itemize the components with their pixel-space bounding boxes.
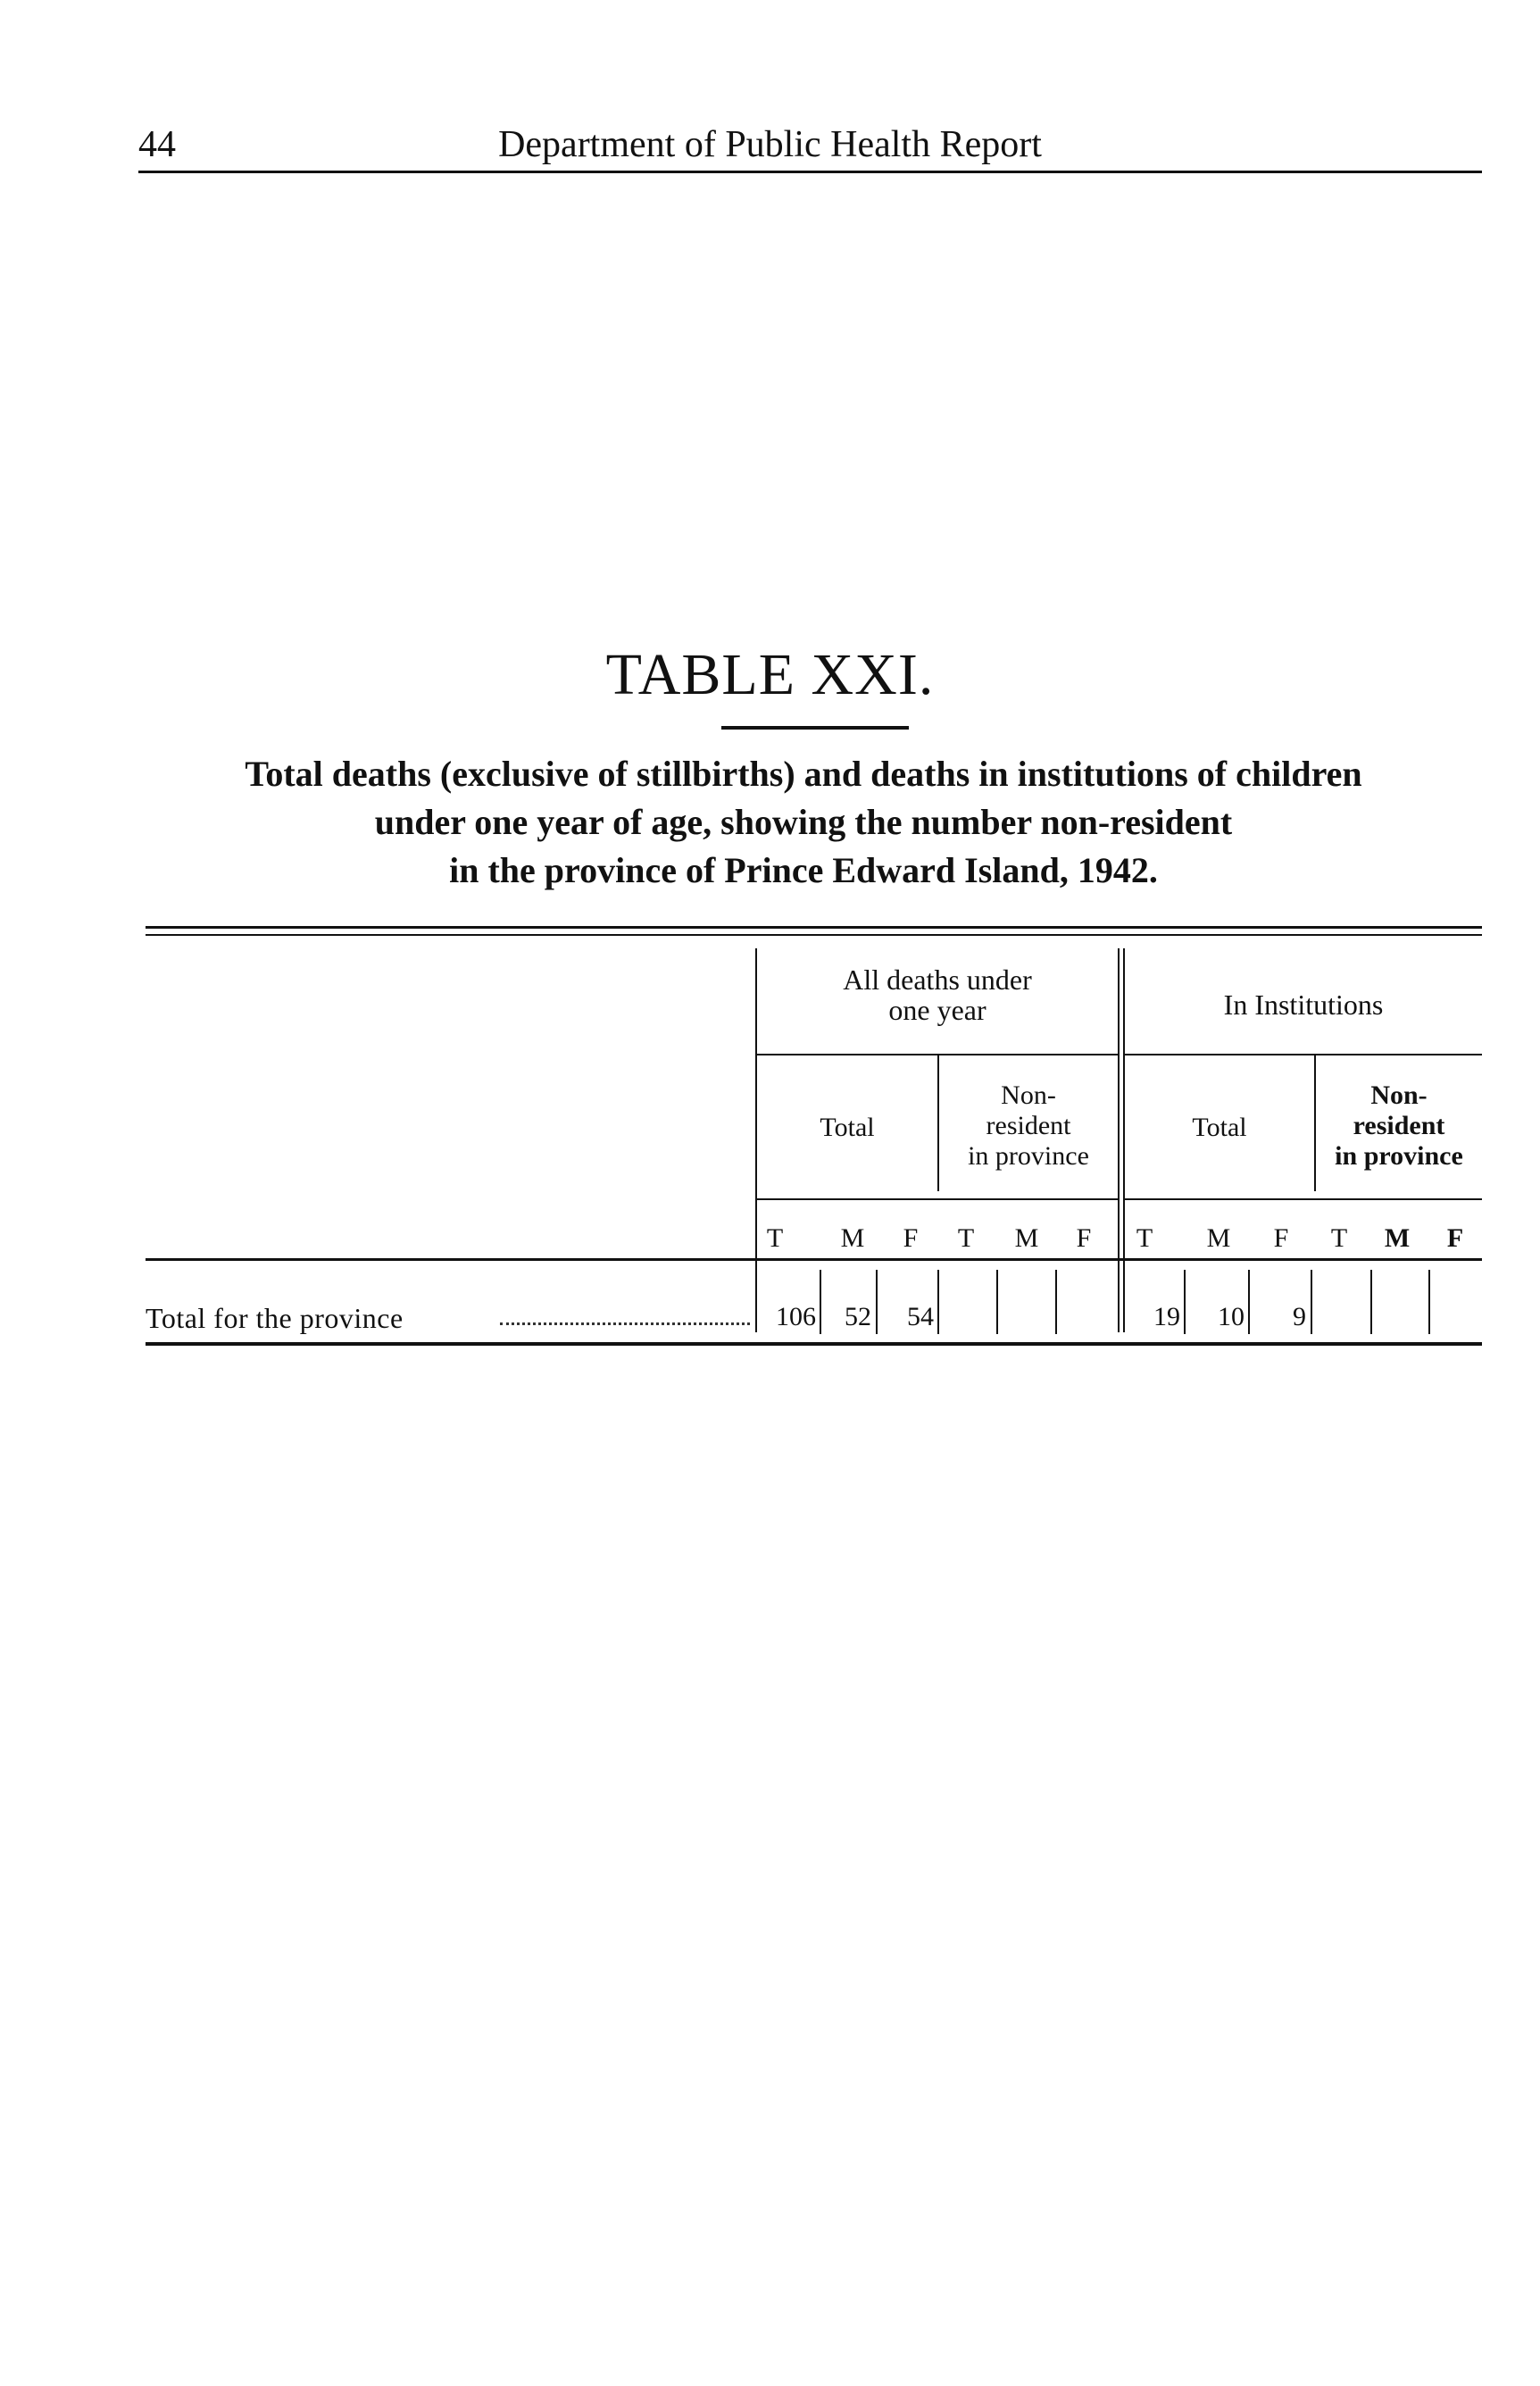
group-header-all-deaths [757,964,1118,1025]
title-rule [721,726,909,730]
subheader-nonresident-all [939,1080,1118,1172]
page-number: 44 [138,124,176,165]
col-letter: M [1206,1223,1231,1253]
col-letter: T [1330,1223,1348,1253]
row-label: Total for the province [146,1302,404,1334]
col-letter: F [1273,1223,1289,1253]
table-cell: 10 [1218,1302,1244,1331]
table-cell: 52 [845,1302,871,1331]
group-header-institutions [1125,989,1482,1020]
table-cell: 54 [907,1302,934,1331]
col-sep [1311,1270,1312,1334]
col-sep [937,1270,939,1334]
col-sep [1370,1270,1372,1334]
col-letter: T [766,1223,784,1253]
col-letter: M [840,1223,865,1253]
col-sep [1248,1270,1250,1334]
table-caption [125,750,1482,895]
subheader-nonresident-line1: Non- [1001,1080,1056,1110]
col-sep [1428,1270,1430,1334]
header-bottom-rule [146,1258,1482,1261]
group-header-institutions-label: In Institutions [1223,989,1384,1021]
col-sep [996,1270,998,1334]
header-rule [138,171,1482,173]
group-header-all-deaths-line2: one year [888,994,986,1026]
col-letter: T [1136,1223,1153,1253]
group-underline-1 [757,1054,1118,1055]
col-letter: M [1014,1223,1039,1253]
col-letter: M [1384,1223,1411,1253]
group-underline-2 [1125,1054,1482,1055]
subheader-nonresident-line3: in province [968,1141,1089,1171]
col-sep [1184,1270,1186,1334]
col-sep [876,1270,878,1334]
subheader-total-all: Total [820,1113,875,1142]
caption-line-1: Total deaths (exclusive of stillbirths) and deaths in institutions of children [245,754,1362,794]
subheader-total-inst: Total [1192,1113,1247,1142]
col-letter: F [903,1223,919,1253]
group-header-all-deaths-line1: All deaths under [843,964,1032,996]
caption-line-2: under one year of age, showing the number non-resident [374,802,1233,842]
table-top-rule-2 [146,934,1482,936]
subheader-nonresident-inst-line3: in province [1335,1141,1463,1171]
group-divider-a [1118,948,1120,1332]
subgroup-underline-2 [1125,1198,1482,1200]
col-sep [1055,1270,1057,1334]
table-bottom-rule [146,1342,1482,1346]
col-letter: T [957,1223,975,1253]
subheader-nonresident-line2: resident [986,1111,1071,1140]
subheader-nonresident-inst [1316,1080,1482,1172]
table-top-rule [146,926,1482,929]
table-cell: 106 [776,1302,816,1331]
caption-line-3: in the province of Prince Edward Island, 1942. [449,850,1158,890]
col-letter: F [1446,1223,1464,1253]
running-head: Department of Public Health Report [498,124,1042,165]
subgroup-underline-1 [757,1198,1118,1200]
table-cell: 9 [1293,1302,1306,1331]
subheader-nonresident-inst-line2: resident [1353,1111,1445,1140]
table-title: TABLE XXI. [605,642,935,707]
col-letter: F [1076,1223,1092,1253]
dot-leader [500,1322,750,1325]
table-cell: 19 [1153,1302,1180,1331]
subheader-nonresident-inst-line1: Non- [1370,1080,1428,1110]
